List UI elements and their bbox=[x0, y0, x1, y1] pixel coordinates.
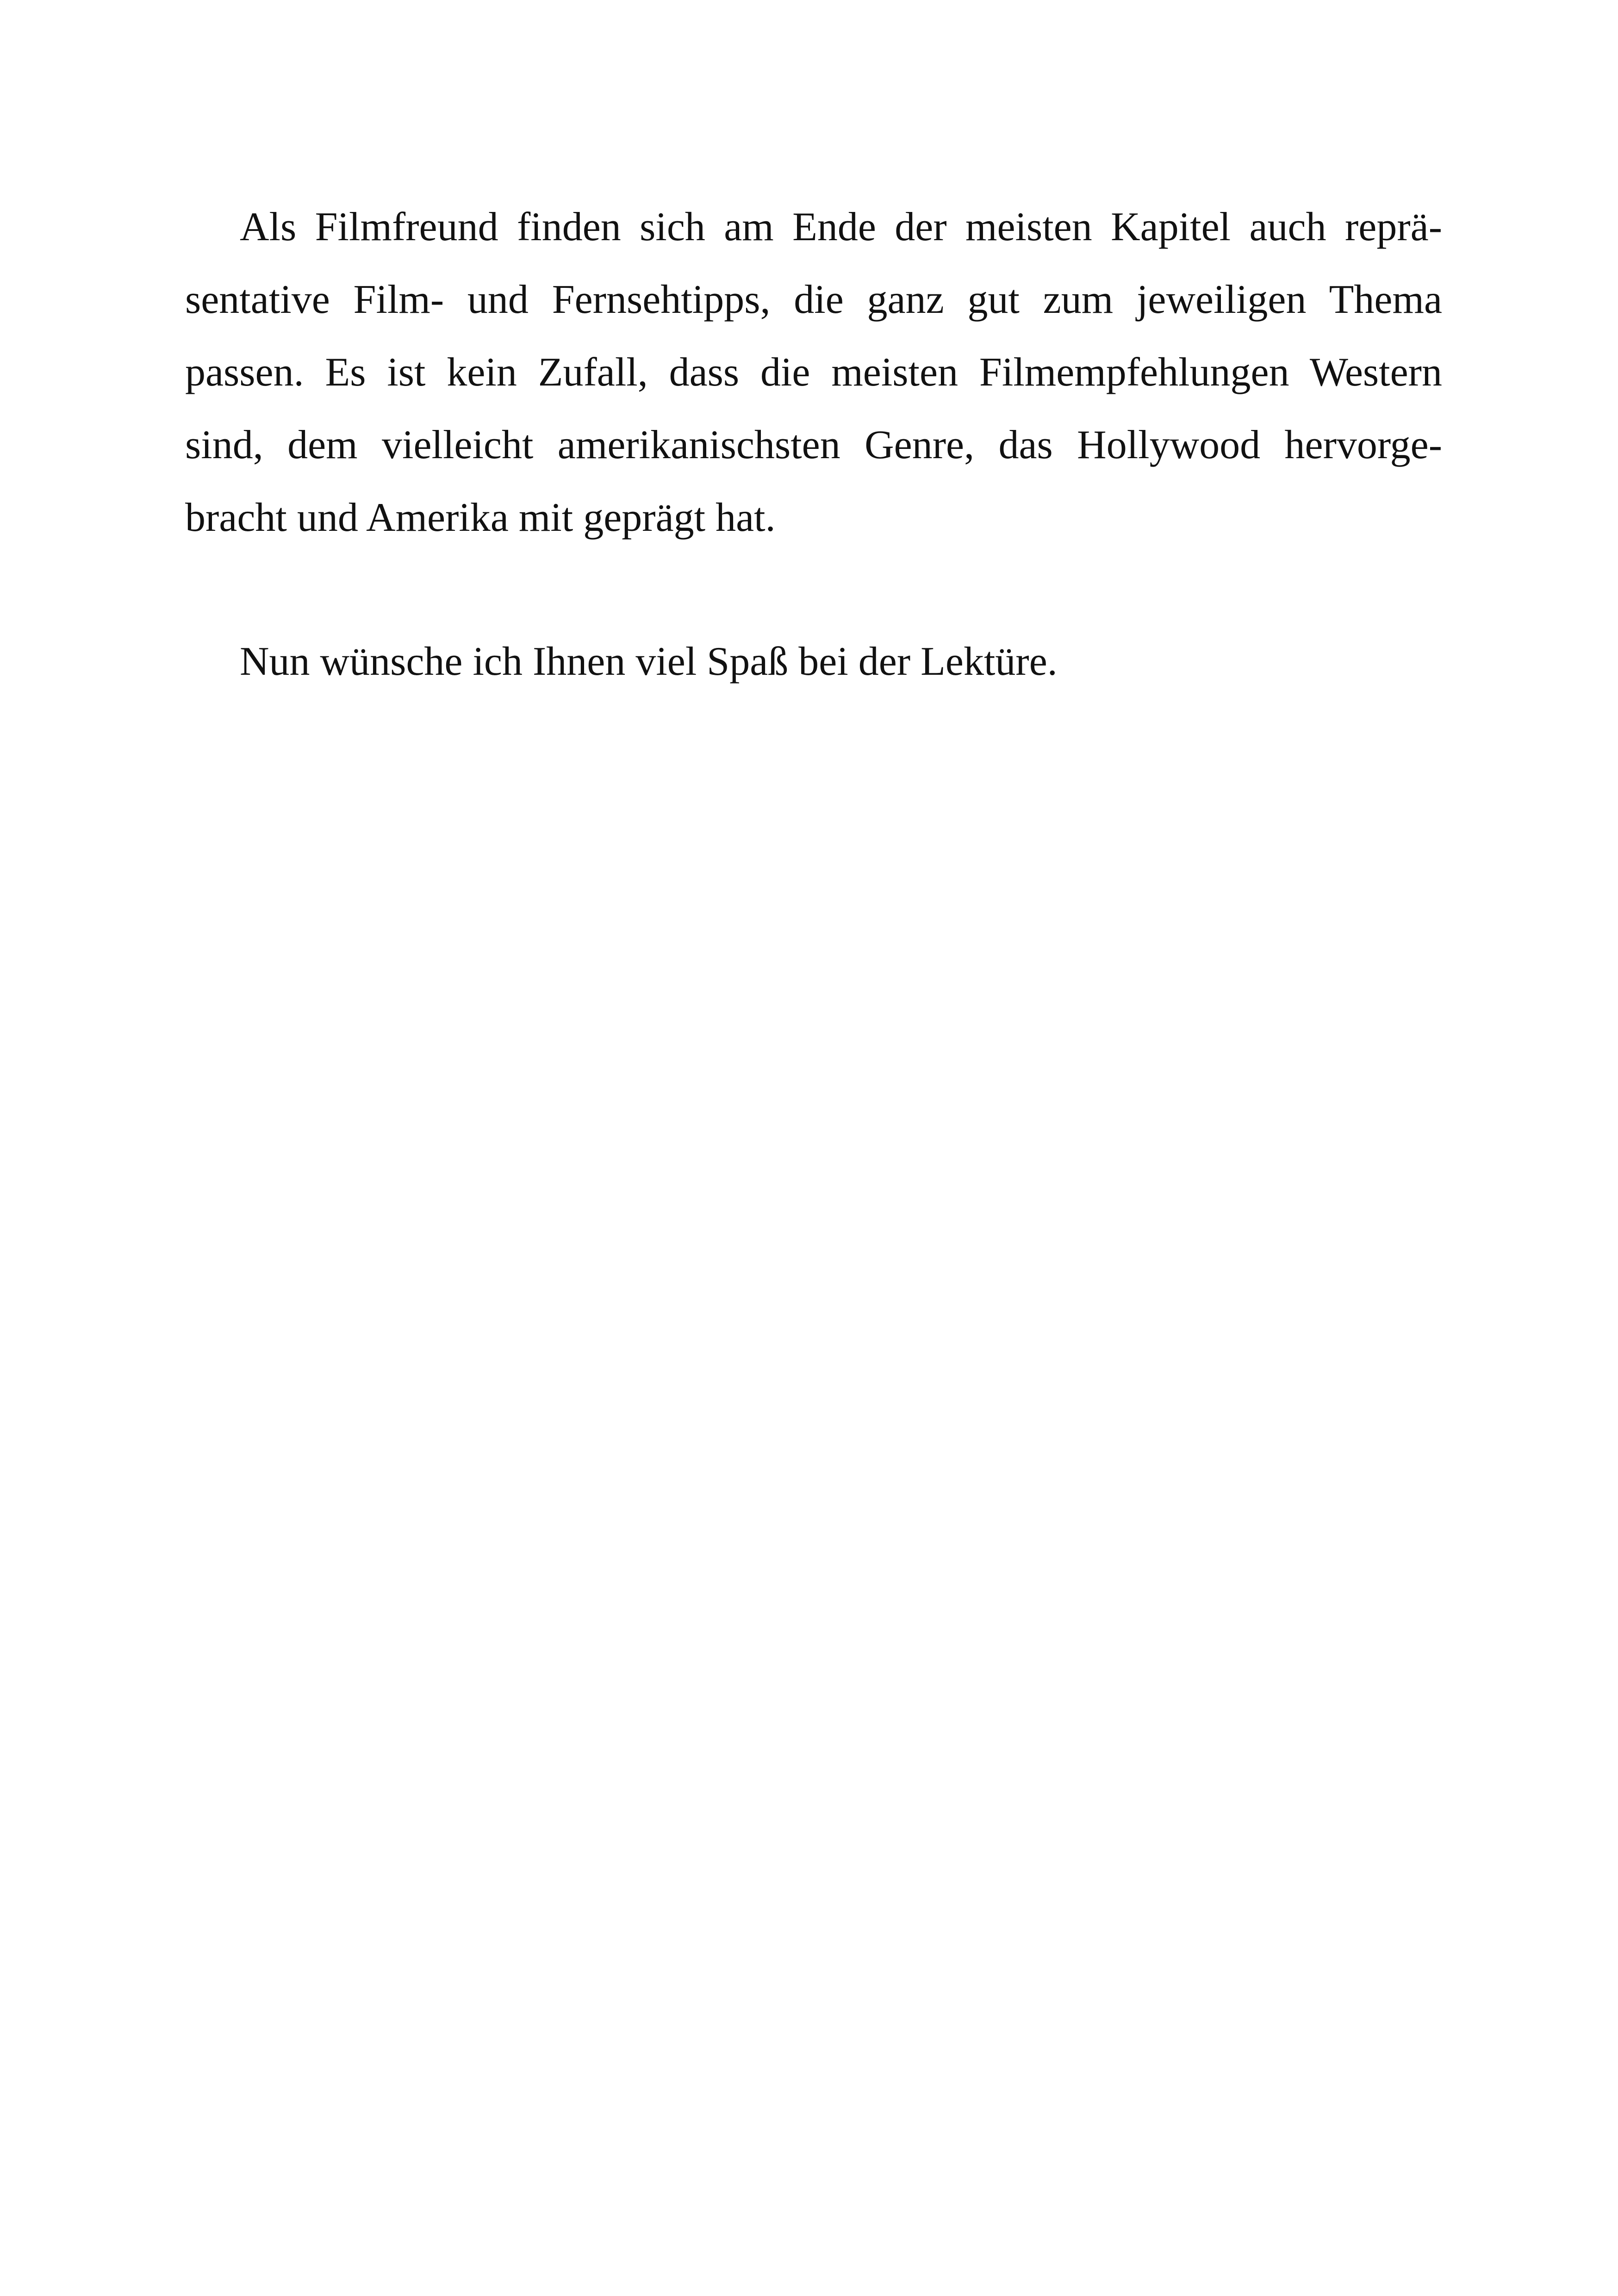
paragraph-line: passen. Es ist kein Zufall, dass die meisten Filmempfehlungen Western bbox=[185, 350, 1442, 395]
paragraph-line: sind, dem vielleicht amerikanischsten Genre, das Hollywood hervorge- bbox=[185, 423, 1442, 467]
paragraph-spacer bbox=[185, 554, 1442, 625]
paragraph-line: Nun wünsche ich Ihnen viel Spaß bei der Lektüre. bbox=[240, 639, 1058, 684]
body-text bbox=[185, 191, 1442, 698]
paragraph-line: bracht und Amerika mit geprägt hat. bbox=[185, 495, 776, 540]
paragraph-line: sentative Film- und Fernsehtipps, die ganz gut zum jeweiligen Thema bbox=[185, 277, 1442, 322]
paragraph-film-tips bbox=[185, 191, 1442, 554]
paragraph-closing bbox=[185, 625, 1442, 698]
paragraph-line: Als Filmfreund finden sich am Ende der meisten Kapitel auch reprä- bbox=[240, 205, 1442, 249]
